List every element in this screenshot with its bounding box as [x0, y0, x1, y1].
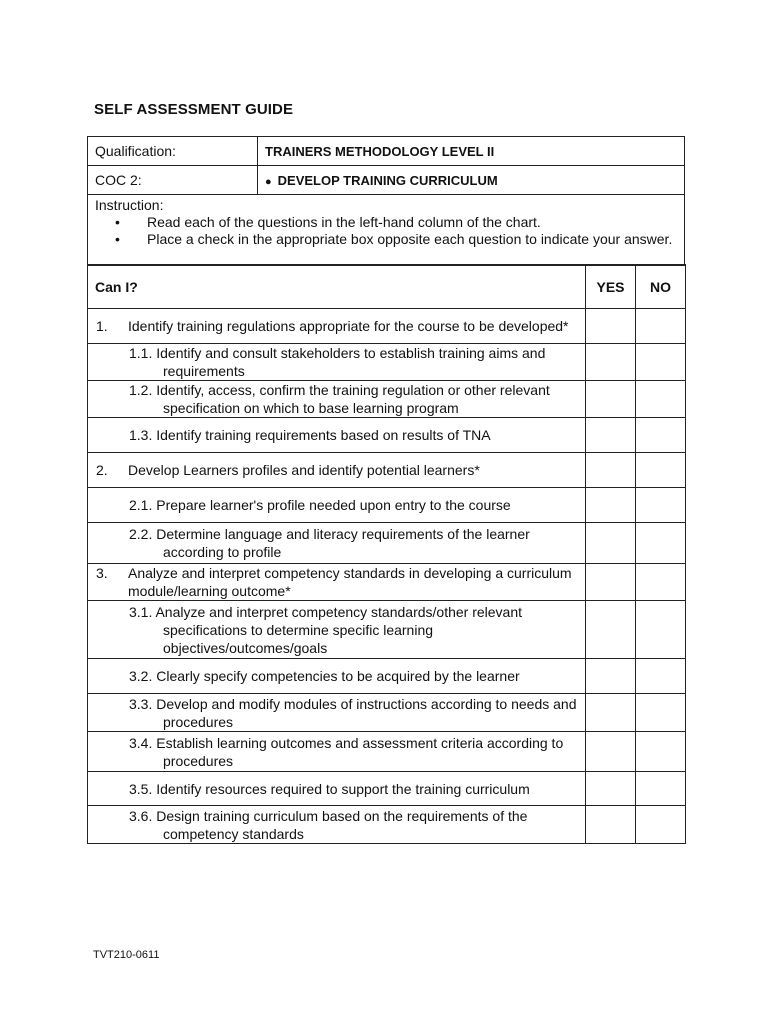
question-text: 3.5. Identify resources required to support the training curriculum	[129, 780, 530, 797]
coc-label: COC 2:	[88, 166, 258, 195]
question-text: 3.6. Design training curriculum based on the requirements of the competency standards	[129, 807, 528, 842]
table-header-row	[88, 265, 686, 309]
bullet-icon: •	[115, 214, 120, 230]
page-title: SELF ASSESSMENT GUIDE	[94, 101, 294, 118]
instruction-item: • Read each of the questions in the left-hand column of the chart.	[115, 214, 541, 230]
question-cell	[88, 488, 586, 523]
question-cell	[88, 453, 586, 488]
question-text: 1.1. Identify and consult stakeholders to establish training aims and requirements	[129, 345, 546, 379]
column-header-yes: YES	[586, 265, 636, 309]
table-row	[88, 309, 686, 344]
checkbox-yes[interactable]	[586, 381, 636, 418]
column-header-question: Can I?	[88, 265, 586, 309]
checkbox-no[interactable]	[636, 564, 686, 601]
question-cell	[88, 344, 586, 381]
coc-value: DEVELOP TRAINING CURRICULUM	[277, 172, 498, 188]
checkbox-no[interactable]	[636, 772, 686, 806]
coc-row	[88, 166, 685, 195]
question-text: 2.2. Determine language and literacy requirements of the learner according to profile	[129, 526, 530, 560]
qualification-label: Qualification:	[88, 137, 258, 166]
instruction-item: • Place a check in the appropriate box opposite each question to indicate your answer.	[115, 231, 673, 247]
checkbox-no[interactable]	[636, 453, 686, 488]
checkbox-yes[interactable]	[586, 309, 636, 344]
checkbox-yes[interactable]	[586, 694, 636, 732]
checkbox-no[interactable]	[636, 523, 686, 564]
table-row	[88, 806, 686, 844]
table-row	[88, 381, 686, 418]
checkbox-yes[interactable]	[586, 806, 636, 844]
table-row	[88, 601, 686, 659]
checkbox-yes[interactable]	[586, 772, 636, 806]
question-cell	[88, 694, 586, 732]
question-cell	[88, 418, 586, 453]
checkbox-no[interactable]	[636, 601, 686, 659]
question-number: 1.	[96, 318, 108, 334]
table-row	[88, 694, 686, 732]
checkbox-no[interactable]	[636, 418, 686, 453]
question-cell	[88, 381, 586, 418]
question-cell	[88, 806, 586, 844]
checkbox-no[interactable]	[636, 659, 686, 694]
table-row	[88, 523, 686, 564]
bullet-icon: •	[115, 231, 120, 247]
assessment-table	[87, 264, 686, 844]
table-body	[88, 309, 686, 844]
checkbox-no[interactable]	[636, 488, 686, 523]
question-text: 1.3. Identify training requirements based on results of TNA	[129, 427, 491, 443]
instruction-label: Instruction:	[95, 197, 164, 213]
coc-cell	[258, 166, 685, 195]
question-cell	[88, 601, 586, 659]
question-number: 3.	[96, 565, 108, 581]
checkbox-yes[interactable]	[586, 523, 636, 564]
question-text: 3.2. Clearly specify competencies to be acquired by the learner	[129, 668, 520, 684]
question-text: 2.1. Prepare learner's profile needed upon entry to the course	[129, 497, 511, 513]
checkbox-no[interactable]	[636, 694, 686, 732]
question-cell	[88, 523, 586, 564]
table-row	[88, 344, 686, 381]
question-text: Analyze and interpret competency standards in developing a curriculum module/learning outcome*	[128, 565, 572, 599]
qualification-row	[88, 137, 685, 166]
question-cell	[88, 659, 586, 694]
question-cell	[88, 564, 586, 601]
checkbox-no[interactable]	[636, 381, 686, 418]
checkbox-no[interactable]	[636, 732, 686, 772]
instruction-list	[95, 214, 677, 248]
checkbox-yes[interactable]	[586, 488, 636, 523]
question-text: 3.1. Analyze and interpret competency standards/other relevant specifications to determine specific learning objectives/outcomes/goals	[129, 603, 523, 656]
checkbox-yes[interactable]	[586, 344, 636, 381]
question-number: 2.	[96, 462, 108, 478]
table-row	[88, 732, 686, 772]
checkbox-yes[interactable]	[586, 601, 636, 659]
checkbox-yes[interactable]	[586, 732, 636, 772]
question-text: Identify training regulations appropriate for the course to be developed*	[128, 318, 569, 334]
coc-bullet-icon: ●	[265, 175, 272, 188]
question-text: 1.2. Identify, access, confirm the training regulation or other relevant specification on which to base learning program	[129, 382, 550, 416]
table-row	[88, 453, 686, 488]
checkbox-yes[interactable]	[586, 453, 636, 488]
instruction-row	[88, 195, 685, 266]
question-cell	[88, 772, 586, 806]
checkbox-yes[interactable]	[586, 564, 636, 601]
question-cell	[88, 732, 586, 772]
qualification-value: TRAINERS METHODOLOGY LEVEL II	[258, 137, 685, 166]
question-text: Develop Learners profiles and identify potential learners*	[128, 462, 480, 478]
table-row	[88, 659, 686, 694]
document-code: TVT210-0611	[93, 949, 160, 961]
checkbox-yes[interactable]	[586, 418, 636, 453]
table-row	[88, 564, 686, 601]
table-row	[88, 488, 686, 523]
question-text: 3.3. Develop and modify modules of instructions according to needs and procedures	[129, 695, 577, 730]
table-row	[88, 772, 686, 806]
instruction-cell	[88, 195, 685, 266]
checkbox-no[interactable]	[636, 806, 686, 844]
checkbox-no[interactable]	[636, 309, 686, 344]
header-table	[87, 136, 685, 266]
column-header-no: NO	[636, 265, 686, 309]
question-text: 3.4. Establish learning outcomes and assessment criteria according to procedures	[129, 734, 564, 769]
checkbox-no[interactable]	[636, 344, 686, 381]
question-cell	[88, 309, 586, 344]
checkbox-yes[interactable]	[586, 659, 636, 694]
table-row	[88, 418, 686, 453]
